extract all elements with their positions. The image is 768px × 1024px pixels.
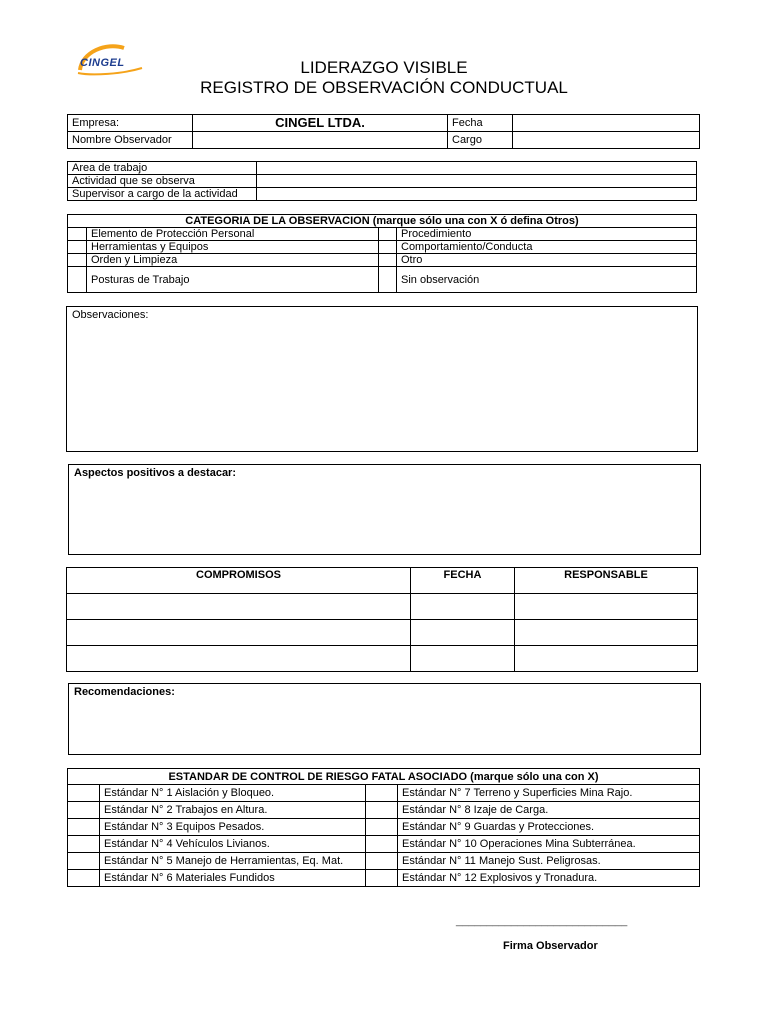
categoria-option: Orden y Limpieza: [87, 254, 379, 267]
checkbox-cell[interactable]: [366, 853, 398, 870]
estandar-option: Estándar N° 3 Equipos Pesados.: [100, 819, 366, 836]
recomendaciones-label: Recomendaciones:: [74, 686, 175, 698]
responsable-header: RESPONSABLE: [515, 568, 698, 594]
area-label: Area de trabajo: [68, 162, 257, 175]
cargo-label: Cargo: [448, 132, 513, 149]
checkbox-cell[interactable]: [68, 228, 87, 241]
responsable-cell[interactable]: [515, 646, 698, 672]
fecha-label: Fecha: [448, 115, 513, 132]
actividad-field[interactable]: [257, 175, 697, 188]
empresa-value[interactable]: CINGEL LTDA.: [193, 115, 448, 132]
recomendaciones-box[interactable]: [68, 683, 701, 755]
compromiso-cell[interactable]: [67, 620, 411, 646]
estandar-option: Estándar N° 10 Operaciones Mina Subterránea.: [398, 836, 700, 853]
checkbox-cell[interactable]: [366, 785, 398, 802]
estandar-option: Estándar N° 2 Trabajos en Altura.: [100, 802, 366, 819]
fecha-cell[interactable]: [411, 620, 515, 646]
compromiso-cell[interactable]: [67, 594, 411, 620]
checkbox-cell[interactable]: [68, 870, 100, 887]
checkbox-cell[interactable]: [366, 870, 398, 887]
checkbox-cell[interactable]: [366, 836, 398, 853]
fecha-field[interactable]: [513, 115, 700, 132]
categoria-option: Elemento de Protección Personal: [87, 228, 379, 241]
compromisos-table: [66, 567, 698, 672]
checkbox-cell[interactable]: [68, 254, 87, 267]
cargo-field[interactable]: [513, 132, 700, 149]
fecha-cell[interactable]: [411, 646, 515, 672]
categoria-option: Procedimiento: [397, 228, 697, 241]
checkbox-cell[interactable]: [379, 228, 397, 241]
categoria-option: Comportamiento/Conducta: [397, 241, 697, 254]
categoria-table: [67, 214, 697, 293]
observador-field[interactable]: [193, 132, 448, 149]
compromisos-header: COMPROMISOS: [67, 568, 411, 594]
estandar-option: Estándar N° 11 Manejo Sust. Peligrosas.: [398, 853, 700, 870]
supervisor-field[interactable]: [257, 188, 697, 201]
categoria-option: Sin observación: [397, 267, 697, 293]
estandar-option: Estándar N° 9 Guardas y Protecciones.: [398, 819, 700, 836]
estandar-option: Estándar N° 6 Materiales Fundidos: [100, 870, 366, 887]
categoria-header: CATEGORIA DE LA OBSERVACION (marque sólo una con X ó defina Otros): [68, 215, 697, 228]
page-title: LIDERAZGO VISIBLE: [300, 58, 468, 77]
estandar-header: ESTANDAR DE CONTROL DE RIESGO FATAL ASOCIADO (marque sólo una con X): [68, 769, 700, 785]
area-table: [67, 161, 697, 201]
checkbox-cell[interactable]: [366, 819, 398, 836]
fecha-header: FECHA: [411, 568, 515, 594]
actividad-label: Actividad que se observa: [68, 175, 257, 188]
categoria-option: Herramientas y Equipos: [87, 241, 379, 254]
estandar-option: Estándar N° 12 Explosivos y Tronadura.: [398, 870, 700, 887]
categoria-option: Posturas de Trabajo: [87, 267, 379, 293]
checkbox-cell[interactable]: [379, 241, 397, 254]
observaciones-label: Observaciones:: [72, 309, 149, 321]
estandar-option: Estándar N° 4 Vehículos Livianos.: [100, 836, 366, 853]
empresa-label: Empresa:: [68, 115, 193, 132]
fecha-cell[interactable]: [411, 594, 515, 620]
checkbox-cell[interactable]: [379, 267, 397, 293]
signature-label: Firma Observador: [503, 940, 598, 952]
estandar-option: Estándar N° 7 Terreno y Superficies Mina Rajo.: [398, 785, 700, 802]
responsable-cell[interactable]: [515, 594, 698, 620]
observador-label: Nombre Observador: [68, 132, 193, 149]
signature-line[interactable]: ____________________________: [456, 915, 628, 927]
page-subtitle: REGISTRO DE OBSERVACIÓN CONDUCTUAL: [200, 78, 568, 97]
checkbox-cell[interactable]: [68, 241, 87, 254]
checkbox-cell[interactable]: [379, 254, 397, 267]
checkbox-cell[interactable]: [68, 802, 100, 819]
estandar-option: Estándar N° 5 Manejo de Herramientas, Eq. Mat.: [100, 853, 366, 870]
checkbox-cell[interactable]: [68, 836, 100, 853]
supervisor-label: Supervisor a cargo de la actividad: [68, 188, 257, 201]
checkbox-cell[interactable]: [68, 853, 100, 870]
area-field[interactable]: [257, 162, 697, 175]
estandar-option: Estándar N° 8 Izaje de Carga.: [398, 802, 700, 819]
categoria-option: Otro: [397, 254, 697, 267]
checkbox-cell[interactable]: [68, 819, 100, 836]
compromiso-cell[interactable]: [67, 646, 411, 672]
responsable-cell[interactable]: [515, 620, 698, 646]
estandar-table: [67, 768, 700, 887]
logo-text: CINGEL: [80, 57, 125, 69]
aspectos-box[interactable]: [68, 464, 701, 555]
estandar-option: Estándar N° 1 Aislación y Bloqueo.: [100, 785, 366, 802]
observaciones-box[interactable]: [66, 306, 698, 452]
checkbox-cell[interactable]: [68, 267, 87, 293]
aspectos-label: Aspectos positivos a destacar:: [74, 467, 237, 479]
checkbox-cell[interactable]: [366, 802, 398, 819]
checkbox-cell[interactable]: [68, 785, 100, 802]
info-table: [67, 114, 700, 149]
